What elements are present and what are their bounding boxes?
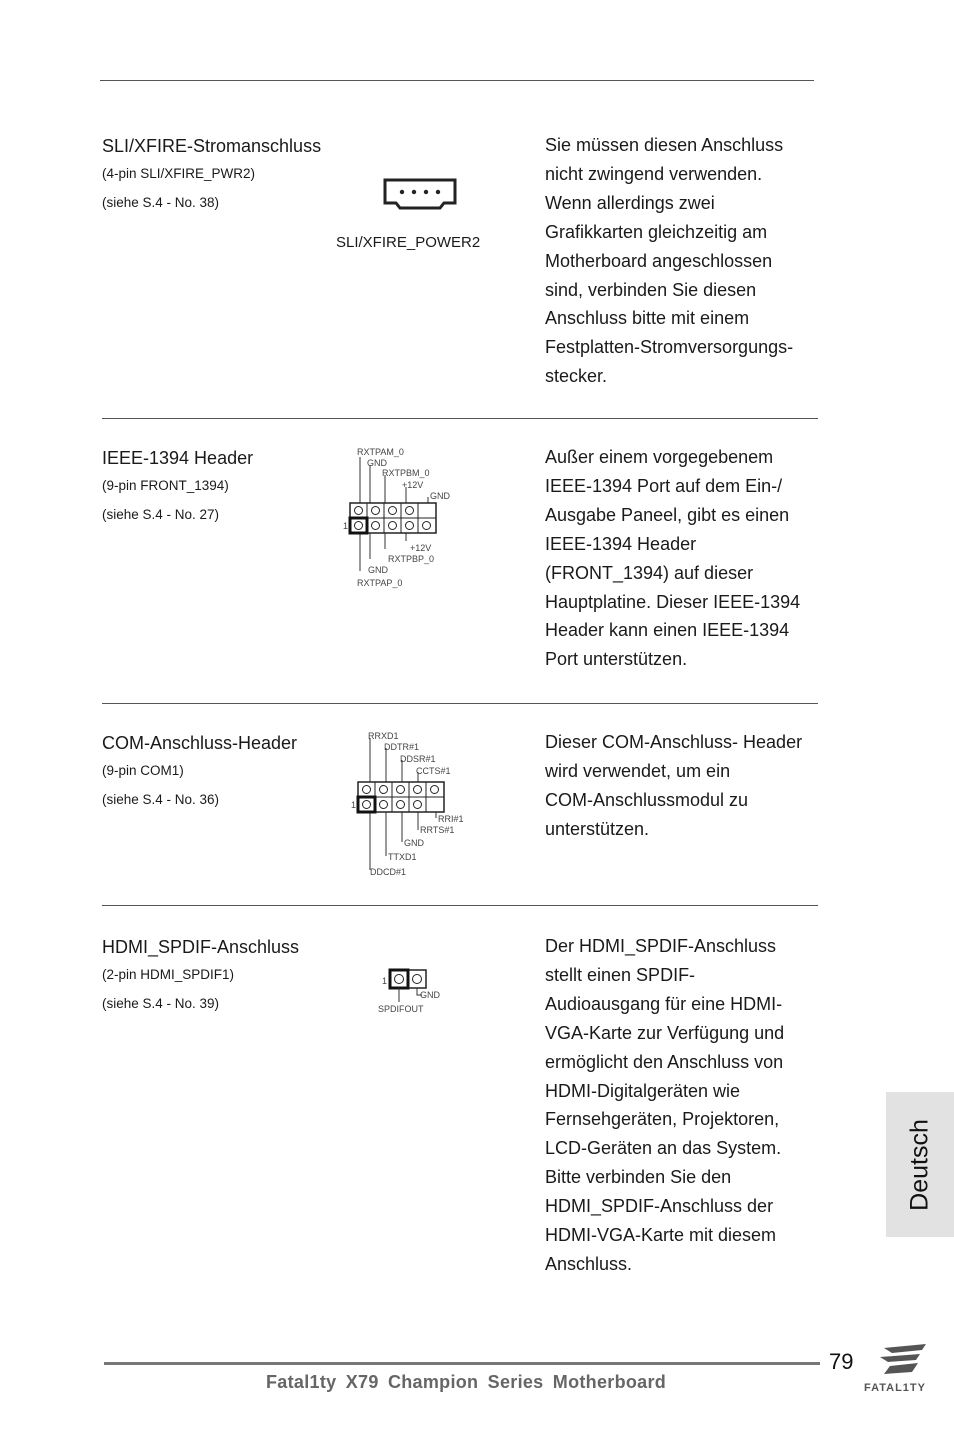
pin-label-gnd-com: GND [404,838,424,848]
section-ref-sli-xfire: (siehe S.4 - No. 38) [102,195,220,210]
section-desc-sli-xfire: Sie müssen diesen Anschluss nicht zwingend verwenden. Wenn allerdings zwei Grafikkarten gleichzeitig am Motherboard angeschlossen sind, verbinden Sie diesen Anschluss bitte mit einem Festplatten-Stromversorgungs- stecker. [545,135,794,387]
pin-label-gnd-bottom: GND [368,565,388,575]
section-pins-sli-xfire: (4-pin SLI/XFIRE_PWR2) [102,166,256,181]
section-ref-hdmi-spdif: (siehe S.4 - No. 39) [102,996,220,1011]
section-desc-ieee1394: Außer einem vorgegebenem IEEE-1394 Port auf dem Ein-/ Ausgabe Paneel, gibt es einen IEEE-1394 Header (FRONT_1394) auf dieser Hauptplatine. Dieser IEEE-1394 Header kann einen IEEE-1394 Port unterstützen. [545,447,801,670]
pin-label-rrxd1: RRXD1 [368,731,399,741]
pin-label-ccts1: CCTS#1 [416,766,451,776]
pin-label-rrts1: RRTS#1 [420,825,455,835]
section-ref-com: (siehe S.4 - No. 36) [102,792,220,807]
section-divider-2 [102,703,818,704]
ieee1394-header-diagram [340,445,470,593]
pin-label-rxtpap0: RXTPAP_0 [357,578,403,588]
section-desc-hdmi-spdif: Der HDMI_SPDIF-Anschluss stellt einen SPDIF- Audioausgang für eine HDMI- VGA-Karte zur Verfügung und ermöglicht den Anschluss von HDMI-Digitalgeräten wie Fernsehgeräten, Projektoren, LCD-Geräten an das System. Bitte verbinden Sie den HDMI_SPDIF-Anschluss der HDMI-VGA-Karte mit diesem Anschluss. [545,936,785,1274]
fatal1ty-logo [862,1340,948,1402]
pin-label-ddsr1: DDSR#1 [400,754,436,764]
pin-label-ddtr1: DDTR#1 [384,742,420,752]
section-ref-ieee1394: (siehe S.4 - No. 27) [102,507,220,522]
com-header-diagram [348,730,478,880]
pin-label-spdifout: SPDIFOUT [378,1004,424,1014]
sli-power-connector-diagram [382,177,458,211]
section-pins-hdmi-spdif: (2-pin HDMI_SPDIF1) [102,967,235,982]
top-rule [100,80,814,81]
language-tab-label: Deutsch [905,1118,934,1211]
pin-label-12v-top: +12V [402,480,424,490]
page-number: 79 [829,1349,854,1374]
fatal1ty-logo-text: FATAL1TY [864,1382,926,1394]
pin-label-gnd-top2: GND [430,491,450,501]
section-title-sli-xfire: SLI/XFIRE-Stromanschluss [102,136,322,156]
pin-label-gnd-spdif: GND [420,990,440,1000]
pin-label-rxtpbp0: RXTPBP_0 [388,554,435,564]
pin-one-marker: 1 [343,521,349,531]
hdmi-spdif-header-diagram [372,966,442,1018]
sli-power-diagram-label: SLI/XFIRE_POWER2 [336,234,481,251]
pin-label-ddcd1: DDCD#1 [370,867,407,877]
pin-one-marker-com: 1 [351,800,357,810]
language-side-tab [886,1092,954,1237]
pin-label-rxtpam0: RXTPAM_0 [357,447,404,457]
section-title-hdmi-spdif: HDMI_SPDIF-Anschluss [102,937,300,957]
section-pins-com: (9-pin COM1) [102,763,184,778]
section-title-com: COM-Anschluss-Header [102,733,298,753]
pin-label-12v-bottom: +12V [410,543,432,553]
footer-rule [104,1362,820,1365]
section-divider-3 [102,905,818,906]
pin-label-gnd-top1: GND [367,458,387,468]
pin-label-rxtpbm0: RXTPBM_0 [382,468,430,478]
section-title-ieee1394: IEEE-1394 Header [102,448,254,468]
pin-label-ttxd1: TTXD1 [388,852,417,862]
pin-label-rri1: RRI#1 [438,814,464,824]
footer-title: Fatal1ty X79 Champion Series Motherboard [266,1372,667,1392]
section-desc-com: Dieser COM-Anschluss- Header wird verwendet, um ein COM-Anschlussmodul zu unterstützen. [545,732,803,839]
section-divider-1 [102,418,818,419]
section-pins-ieee1394: (9-pin FRONT_1394) [102,478,229,493]
pin-one-marker-spdif: 1 [382,976,388,986]
